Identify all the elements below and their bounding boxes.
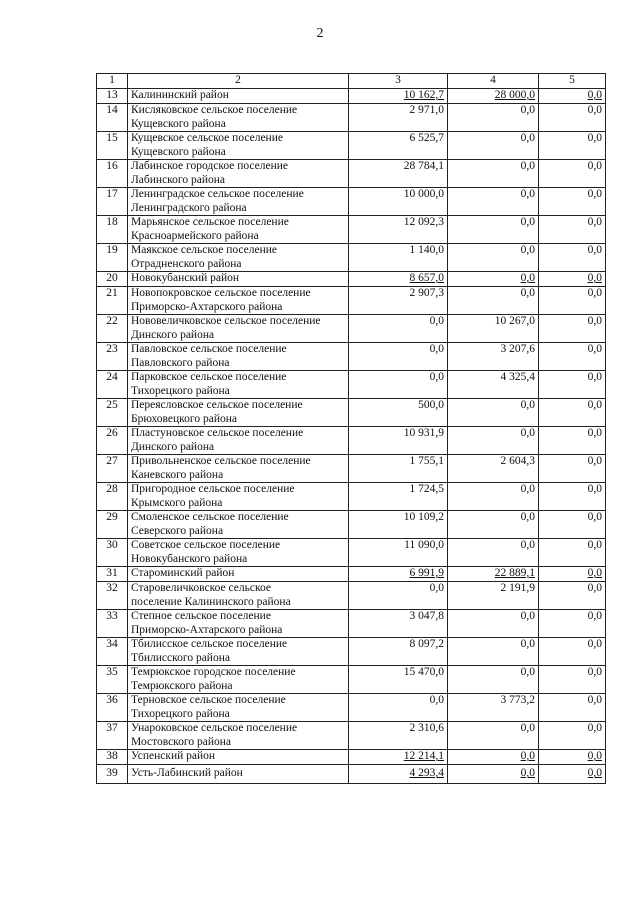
value-col-5: 0,0 [539,160,606,188]
value-col-5: 0,0 [539,567,606,582]
table-row [97,371,606,399]
value-col-4: 0,0 [448,511,539,539]
row-number: 25 [97,399,128,427]
value-col-5: 0,0 [539,765,606,784]
value-col-3: 0,0 [349,371,448,399]
value-col-3: 0,0 [349,694,448,722]
table-row [97,638,606,666]
value-col-3: 11 090,0 [349,539,448,567]
value-col-4: 0,0 [448,287,539,315]
municipality-name-line: Каневского района [131,468,224,481]
municipality-name [128,343,349,371]
row-number: 15 [97,132,128,160]
row-number: 26 [97,427,128,455]
row-number: 32 [97,582,128,610]
value-col-4: 0,0 [448,666,539,694]
row-number: 24 [97,371,128,399]
municipality-name-line: Павловское сельское поселение [131,343,287,355]
municipality-name-line: Калининский район [131,89,229,101]
municipality-name [128,666,349,694]
municipality-name-line: Брюховецкого района [131,412,238,425]
value-col-3: 1 755,1 [349,455,448,483]
value-col-5: 0,0 [539,315,606,343]
value-col-4: 0,0 [448,427,539,455]
value-col-4: 0,0 [448,750,539,765]
municipality-name-line: Темрюкского района [131,679,233,692]
value-col-4: 0,0 [448,399,539,427]
value-col-3: 10 000,0 [349,188,448,216]
row-number: 33 [97,610,128,638]
value-col-4: 2 191,9 [448,582,539,610]
row-number: 36 [97,694,128,722]
municipality-name-line: Успенский район [131,750,216,762]
row-number: 38 [97,750,128,765]
municipality-name-line: Новокубанский район [131,272,240,284]
value-col-3: 2 971,0 [349,104,448,132]
table-row [97,582,606,610]
municipality-name-line: Новокубанского района [131,552,248,565]
header-col-5: 5 [539,74,606,89]
municipality-name-line: Тихорецкого района [131,384,230,397]
row-number: 35 [97,666,128,694]
municipality-name [128,371,349,399]
municipality-name-line: Новопокровское сельское поселение [131,287,311,299]
table-row [97,722,606,750]
municipality-name [128,567,349,582]
municipality-name-line: Терновское сельское поселение [131,694,286,706]
table-row [97,694,606,722]
value-col-4: 0,0 [448,160,539,188]
table-row [97,567,606,582]
table-row [97,188,606,216]
value-col-4: 0,0 [448,722,539,750]
value-col-5: 0,0 [539,722,606,750]
municipality-name [128,765,349,784]
value-col-3: 0,0 [349,315,448,343]
row-number: 31 [97,567,128,582]
value-col-5: 0,0 [539,244,606,272]
municipality-name-line: Северского района [131,524,224,537]
value-col-3: 12 092,3 [349,216,448,244]
value-col-3: 0,0 [349,343,448,371]
municipality-name [128,582,349,610]
value-col-5: 0,0 [539,427,606,455]
row-number: 30 [97,539,128,567]
value-col-4: 0,0 [448,638,539,666]
value-col-3: 4 293,4 [349,765,448,784]
municipality-name [128,132,349,160]
table-row [97,455,606,483]
value-col-3: 10 931,9 [349,427,448,455]
value-col-4: 0,0 [448,765,539,784]
municipality-name [128,539,349,567]
municipality-name-line: Советское сельское поселение [131,539,281,551]
table-row [97,160,606,188]
municipality-name-line: Тбилисского района [131,651,230,664]
municipality-name [128,722,349,750]
table-row [97,539,606,567]
municipality-name-line: Староминский район [131,567,235,579]
value-col-5: 0,0 [539,455,606,483]
value-col-4: 10 267,0 [448,315,539,343]
value-col-3: 0,0 [349,582,448,610]
value-col-3: 2 310,6 [349,722,448,750]
value-col-4: 28 000,0 [448,89,539,104]
table-header-row [97,74,606,89]
municipality-name-line: Ленинградское сельское поселение [131,188,304,200]
value-col-3: 500,0 [349,399,448,427]
row-number: 37 [97,722,128,750]
municipality-name-line: Марьянское сельское поселение [131,216,289,228]
value-col-5: 0,0 [539,483,606,511]
municipality-name [128,694,349,722]
municipality-name-line: Кущевского района [131,117,226,130]
value-col-5: 0,0 [539,287,606,315]
header-col-1: 1 [97,74,128,89]
municipality-name [128,455,349,483]
table-row [97,765,606,784]
municipality-name-line: Кущевского района [131,145,226,158]
municipality-name-line: Ленинградского района [131,201,247,214]
value-col-4: 0,0 [448,272,539,287]
value-col-3: 15 470,0 [349,666,448,694]
value-col-5: 0,0 [539,666,606,694]
municipality-name-line: Динского района [131,328,215,341]
header-col-3: 3 [349,74,448,89]
value-col-5: 0,0 [539,343,606,371]
table-row [97,287,606,315]
municipality-name-line: Тбилисское сельское поселение [131,638,288,650]
value-col-4: 0,0 [448,539,539,567]
municipality-name-line: Нововеличковское сельское поселение [131,315,321,327]
table-row [97,750,606,765]
row-number: 28 [97,483,128,511]
table-row [97,272,606,287]
value-col-4: 22 889,1 [448,567,539,582]
allocation-table [96,73,606,784]
page-number: 2 [316,26,324,41]
municipality-name [128,272,349,287]
municipality-name [128,287,349,315]
table-row [97,216,606,244]
municipality-name [128,399,349,427]
value-col-3: 6 525,7 [349,132,448,160]
municipality-name-line: Унароковское сельское поселение [131,722,298,734]
value-col-5: 0,0 [539,104,606,132]
row-number: 17 [97,188,128,216]
municipality-name-line: Маякское сельское поселение [131,244,278,256]
municipality-name-line: Динского района [131,440,215,453]
value-col-3: 1 140,0 [349,244,448,272]
municipality-name [128,427,349,455]
row-number: 16 [97,160,128,188]
row-number: 23 [97,343,128,371]
value-col-5: 0,0 [539,371,606,399]
municipality-name [128,610,349,638]
municipality-name [128,483,349,511]
municipality-name [128,315,349,343]
value-col-5: 0,0 [539,132,606,160]
row-number: 13 [97,89,128,104]
municipality-name [128,216,349,244]
header-col-4: 4 [448,74,539,89]
value-col-4: 3 207,6 [448,343,539,371]
row-number: 21 [97,287,128,315]
municipality-name-line: Парковское сельское поселение [131,371,287,383]
row-number: 34 [97,638,128,666]
value-col-4: 3 773,2 [448,694,539,722]
table-row [97,399,606,427]
value-col-5: 0,0 [539,272,606,287]
row-number: 39 [97,765,128,784]
municipality-name-line: Красноармейского района [131,229,259,242]
table-row [97,483,606,511]
value-col-5: 0,0 [539,399,606,427]
table-row [97,104,606,132]
value-col-4: 0,0 [448,610,539,638]
value-col-4: 0,0 [448,188,539,216]
municipality-name [128,750,349,765]
municipality-name-line: Приморско-Ахтарского района [131,300,283,313]
municipality-name-line: Мостовского района [131,735,231,748]
value-col-3: 28 784,1 [349,160,448,188]
row-number: 27 [97,455,128,483]
value-col-5: 0,0 [539,638,606,666]
municipality-name-line: Тихорецкого района [131,707,230,720]
table-row [97,610,606,638]
table-row [97,666,606,694]
value-col-4: 0,0 [448,132,539,160]
value-col-5: 0,0 [539,539,606,567]
value-col-4: 0,0 [448,483,539,511]
municipality-name-line: Усть-Лабинский район [131,767,243,780]
municipality-name-line: Смоленское сельское поселение [131,511,289,523]
municipality-name-line: Приморско-Ахтарского района [131,623,283,636]
municipality-name-line: Степное сельское поселение [131,610,271,622]
value-col-3: 8 657,0 [349,272,448,287]
municipality-name-line: Отрадненского района [131,257,242,270]
value-col-5: 0,0 [539,694,606,722]
municipality-name-line: Темрюкское городское поселение [131,666,296,678]
row-number: 18 [97,216,128,244]
municipality-name-line: Старовеличковское сельское [131,582,271,594]
municipality-name [128,160,349,188]
value-col-3: 3 047,8 [349,610,448,638]
value-col-4: 2 604,3 [448,455,539,483]
row-number: 14 [97,104,128,132]
value-col-3: 10 109,2 [349,511,448,539]
value-col-3: 1 724,5 [349,483,448,511]
value-col-4: 0,0 [448,216,539,244]
municipality-name-line: Привольненское сельское поселение [131,455,311,467]
value-col-5: 0,0 [539,188,606,216]
municipality-name [128,638,349,666]
row-number: 29 [97,511,128,539]
municipality-name-line: Пластуновское сельское поселение [131,427,304,439]
row-number: 19 [97,244,128,272]
row-number: 22 [97,315,128,343]
value-col-3: 10 162,7 [349,89,448,104]
value-col-3: 2 907,3 [349,287,448,315]
municipality-name [128,104,349,132]
table-row [97,427,606,455]
municipality-name-line: Павловского района [131,356,230,369]
value-col-5: 0,0 [539,511,606,539]
value-col-5: 0,0 [539,610,606,638]
table-row [97,343,606,371]
value-col-3: 8 097,2 [349,638,448,666]
municipality-name-line: Пригородное сельское поселение [131,483,295,495]
municipality-name-line: Кущевское сельское поселение [131,132,283,144]
header-col-2: 2 [128,74,349,89]
table-row [97,244,606,272]
value-col-5: 0,0 [539,582,606,610]
municipality-name-line: Кисляковское сельское поселение [131,104,298,116]
value-col-4: 4 325,4 [448,371,539,399]
municipality-name [128,244,349,272]
value-col-3: 12 214,1 [349,750,448,765]
table-row [97,511,606,539]
municipality-name-line: Лабинское городское поселение [131,160,289,172]
value-col-5: 0,0 [539,89,606,104]
value-col-5: 0,0 [539,216,606,244]
municipality-name-line: Переясловское сельское поселение [131,399,303,411]
value-col-3: 6 991,9 [349,567,448,582]
municipality-name-line: поселение Калининского района [131,595,291,608]
municipality-name-line: Лабинского района [131,173,225,186]
table-row [97,132,606,160]
municipality-name-line: Крымского района [131,496,223,509]
row-number: 20 [97,272,128,287]
value-col-5: 0,0 [539,750,606,765]
municipality-name [128,89,349,104]
table-row [97,315,606,343]
value-col-4: 0,0 [448,244,539,272]
table-body [97,74,606,784]
value-col-4: 0,0 [448,104,539,132]
table-row [97,89,606,104]
municipality-name [128,188,349,216]
municipality-name [128,511,349,539]
